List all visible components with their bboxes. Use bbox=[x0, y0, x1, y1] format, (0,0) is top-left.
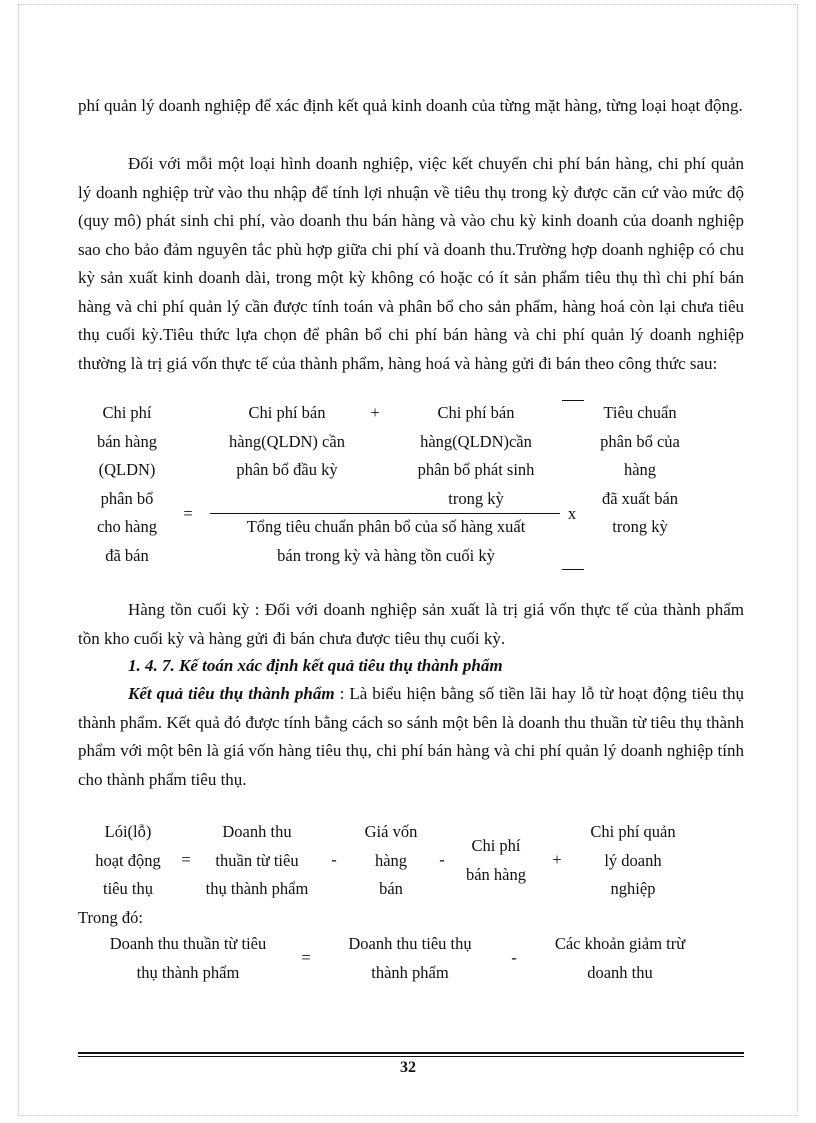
footer-rule-thin bbox=[78, 1056, 744, 1057]
formula3-minus: - bbox=[511, 948, 517, 967]
formula1-numerator-2 bbox=[396, 399, 556, 513]
formula2-plus: + bbox=[552, 850, 562, 869]
formula2-result bbox=[78, 818, 178, 904]
formula1-numerator-1 bbox=[212, 399, 362, 485]
formula1-num2-line: trong kỳ bbox=[448, 488, 504, 508]
formula3-left bbox=[88, 930, 288, 987]
formula2-cost-of-goods bbox=[346, 818, 436, 904]
formula1-right-line: đã xuất bán bbox=[601, 488, 679, 508]
formula1-num1-line: phân bổ đầu kỳ bbox=[236, 460, 338, 479]
formula3-mid-line: Doanh thu tiêu thụ bbox=[348, 934, 472, 953]
formula1-left-line: (QLDN) bbox=[98, 460, 156, 479]
formula2-result-line: hoạt động bbox=[95, 850, 161, 870]
footer-rule-thick bbox=[78, 1052, 744, 1054]
formula3-middle bbox=[330, 930, 490, 987]
formula1-num2-line: phân bổ phát sinh bbox=[417, 460, 535, 479]
formula1-right bbox=[586, 399, 694, 542]
formula1-right-line: trong kỳ bbox=[612, 517, 668, 536]
formula1-left-line: cho hàng bbox=[96, 517, 158, 536]
paragraph-4-text: : Là biểu hiện bằng số tiền lãi hay lỗ từ hoạt động tiêu thụ thành phẩm. Kết quả đó được tính bằng cách so sánh một bên là doanh thu thuần từ tiêu thụ thành phẩm với một bên là giá vốn hàng tiêu thụ, chi phí bán hàng và chi phí quản lý doanh nghiệp tính cho thành phẩm tiêu thụ. bbox=[78, 684, 744, 789]
formula3-equals: = bbox=[301, 948, 311, 967]
paragraph-4 bbox=[78, 680, 744, 794]
trong-do-label: Trong đó: bbox=[78, 908, 143, 927]
formula2-result-line: tiêu thụ bbox=[103, 879, 153, 898]
formula3-right-line: doanh thu bbox=[587, 962, 653, 982]
formula2-selling-expenses bbox=[450, 832, 542, 889]
paragraph-1: phí quản lý doanh nghiệp để xác định kết quả kinh doanh của từng mặt hàng, từng loại hoạt động. bbox=[78, 96, 743, 115]
formula1-left-line: Chi phí bbox=[102, 403, 152, 422]
paragraph-2: Đối với mỗi một loại hình doanh nghiệp, việc kết chuyển chi phí bán hàng, chi phí quản lý doanh nghiệp trừ vào thu nhập để tính lợi nhuận về tiêu thụ trong kỳ được căn cứ vào mức độ (quy mô) phát sinh chi phí, vào doanh thu bán hàng và vào chu kỳ kinh doanh của doanh nghiệp sao cho bảo đảm nguyên tắc phù hợp giữa chi phí và doanh thu.Trường hợp doanh nghiệp có chu kỳ sản xuất kinh doanh dài, trong một kỳ không có hoặc có ít sản phẩm tiêu thụ thì chi phí bán hàng và chi phí quản lý cần được tính toán và phân bổ cho sản phẩm, hàng hoá còn lại chưa tiêu thụ cuối kỳ.Tiêu thức lựa chọn để phân bổ chi phí bán hàng và chi phí quản lý doanh nghiệp thường là trị giá vốn thực tế của thành phẩm, hàng hoá và hàng gửi đi bán theo công thức sau: bbox=[78, 154, 744, 373]
formula1-bracket-bottom bbox=[562, 569, 584, 570]
formula2-result-line: Lói(lỗ) bbox=[104, 822, 152, 841]
formula2-term3-line: bán hàng bbox=[465, 864, 527, 884]
formula1-equals: = bbox=[183, 504, 193, 523]
defined-term: Kết quả tiêu thụ thành phẩm bbox=[128, 684, 335, 703]
formula1-den-line: Tổng tiêu chuẩn phân bổ của số hàng xuất bbox=[246, 517, 526, 536]
formula2-term1-line: thụ thành phẩm bbox=[205, 879, 309, 898]
formula1-num1-line: Chi phí bán bbox=[248, 403, 326, 422]
formula1-num1-line: hàng(QLDN) cần bbox=[229, 431, 345, 451]
formula3-mid-line: thành phẩm bbox=[371, 962, 449, 982]
section-heading: 1. 4. 7. Kế toán xác định kết quả tiêu thụ thành phẩm bbox=[128, 656, 503, 675]
formula2-term2-line: Giá vốn bbox=[364, 822, 418, 841]
formula2-term1-line: thuần từ tiêu bbox=[215, 850, 299, 870]
formula2-term4-line: Chi phí quản bbox=[590, 822, 676, 841]
formula3-left-line: thụ thành phẩm bbox=[136, 962, 240, 982]
formula3-left-line: Doanh thu thuần từ tiêu bbox=[109, 934, 267, 953]
formula2-minus-2: - bbox=[439, 850, 445, 869]
formula2-term4-line: nghiệp bbox=[610, 879, 656, 898]
formula1-left-line: đã bán bbox=[105, 545, 149, 565]
page-number: 32 bbox=[400, 1059, 416, 1076]
formula2-minus-1: - bbox=[331, 850, 337, 869]
formula1-right-line: hàng bbox=[623, 460, 657, 479]
paragraph-3: Hàng tồn cuối kỳ : Đối với doanh nghiệp sản xuất là trị giá vốn thực tế của thành phẩm tồn kho cuối kỳ và hàng gửi đi bán chưa được tiêu thụ cuối kỳ. bbox=[78, 600, 744, 648]
formula2-term1-line: Doanh thu bbox=[222, 822, 292, 841]
formula1-denominator bbox=[206, 513, 566, 570]
formula1-right-line: phân bổ của bbox=[600, 431, 680, 451]
formula1-num2-line: hàng(QLDN)cần bbox=[420, 431, 532, 451]
formula1-times: x bbox=[567, 504, 577, 523]
formula1-den-line: bán trong kỳ và hàng tồn cuối kỳ bbox=[277, 545, 495, 565]
formula1-left bbox=[82, 399, 172, 570]
formula1-num2-line: Chi phí bán bbox=[437, 403, 515, 422]
formula2-term2-line: hàng bbox=[374, 850, 408, 870]
formula1-left-line: phân bổ bbox=[100, 488, 154, 508]
formula2-equals: = bbox=[181, 850, 191, 869]
formula1-left-line: bán hàng bbox=[96, 431, 158, 451]
formula2-net-revenue bbox=[192, 818, 322, 904]
formula2-term4-line: lý doanh bbox=[604, 850, 662, 870]
formula1-bracket-top bbox=[562, 400, 584, 401]
formula1-right-line: Tiêu chuẩn bbox=[603, 403, 677, 422]
formula3-right bbox=[536, 930, 704, 987]
formula2-admin-expenses bbox=[570, 818, 696, 904]
formula2-term2-line: bán bbox=[379, 879, 403, 898]
formula2-term3-line: Chi phí bbox=[471, 836, 521, 855]
formula1-plus: + bbox=[370, 403, 380, 422]
formula3-right-line: Các khoản giảm trừ bbox=[554, 934, 686, 953]
